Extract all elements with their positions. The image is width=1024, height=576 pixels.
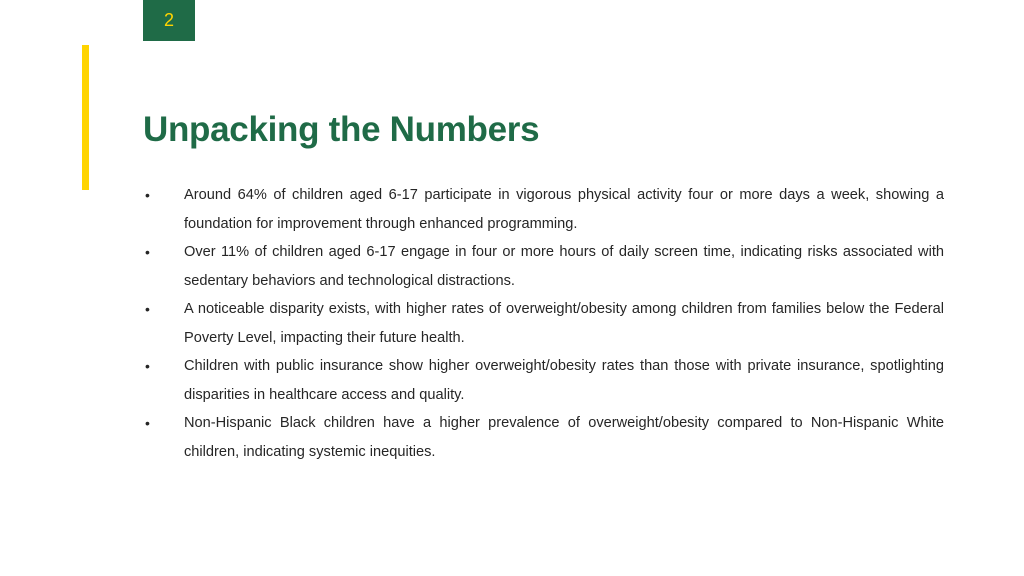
bullet-item: [143, 409, 944, 466]
bullet-text: A noticeable disparity exists, with higher rates of overweight/obesity among children from families below the Federal Poverty Level, impacting their future health.: [184, 301, 944, 346]
bullet-item: [143, 238, 944, 295]
bullet-dot: •: [145, 187, 150, 203]
bullet-text: Children with public insurance show higher overweight/obesity rates than those with private insurance, spotlighting disparities in healthcare access and quality.: [184, 358, 944, 403]
slide-number-badge: [143, 0, 195, 41]
bullet-text: Around 64% of children aged 6-17 participate in vigorous physical activity four or more days a week, showing a foundation for improvement through enhanced programming.: [184, 187, 944, 232]
bullet-item: [143, 295, 944, 352]
bullet-dot: •: [145, 358, 150, 374]
bullet-item: [143, 181, 944, 238]
bullet-dot: •: [145, 415, 150, 431]
bullet-list: [143, 181, 944, 466]
bullet-text: Over 11% of children aged 6-17 engage in four or more hours of daily screen time, indicating risks associated with sedentary behaviors and technological distractions.: [184, 244, 944, 289]
bullet-text: Non-Hispanic Black children have a higher prevalence of overweight/obesity compared to Non-Hispanic White children, indicating systemic inequities.: [184, 415, 944, 460]
bullet-dot: •: [145, 244, 150, 260]
bullet-item: [143, 352, 944, 409]
slide-title: Unpacking the Numbers: [143, 110, 540, 149]
accent-bar: [82, 45, 89, 190]
slide-number: 2: [163, 10, 174, 30]
bullet-dot: •: [145, 301, 150, 317]
